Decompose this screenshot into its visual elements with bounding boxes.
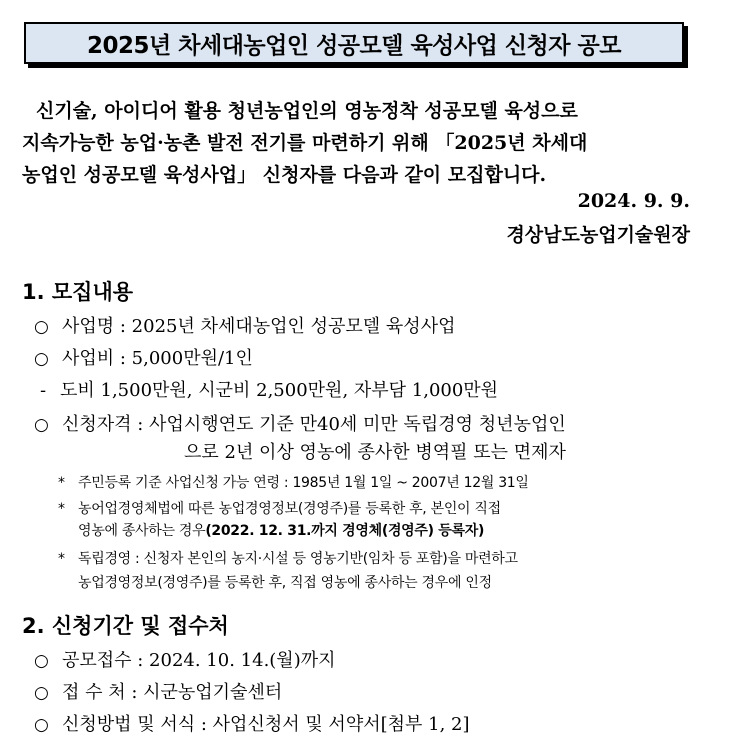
page-title: 2025년 차세대농업인 성공모델 육성사업 신청자 공모	[87, 32, 621, 59]
circle-bullet-icon: ○	[34, 317, 49, 337]
section-heading-recruitment: 1. 모집내용	[22, 280, 134, 304]
list-item-method	[34, 710, 470, 736]
note-age	[58, 472, 529, 492]
list-item-reception	[34, 678, 282, 704]
list-item-eligibility-continued: 으로 2년 이상 영농에 종사한 병역필 또는 면제자	[184, 442, 566, 463]
note-text: 주민등록 기준 사업신청 가능 연령 : 1985년 1월 1일 ~ 2007년 12월 31일	[78, 475, 529, 491]
section-heading-application: 2. 신청기간 및 접수처	[22, 614, 229, 638]
list-item-text: 공모접수 : 2024. 10. 14.(월)까지	[62, 650, 336, 671]
note-text: 영농에 종사하는 경우	[78, 523, 206, 539]
issuing-organization: 경상남도농업기술원장	[506, 224, 690, 246]
note-text: 독립경영 : 신청자 본인의 농지·시설 등 영농기반(임차 등 포함)을 마련하고	[78, 551, 518, 567]
list-item-deadline	[34, 646, 336, 672]
list-item-budget-breakdown	[40, 376, 498, 402]
list-item-text: 신청방법 및 서식 : 사업신청서 및 서약서[첨부 1, 2]	[62, 714, 470, 735]
note-registration-continued	[78, 520, 484, 540]
note-independent-farming-continued: 농업경영정보(경영주)를 등록한 후, 직접 영농에 종사하는 경우에 인정	[78, 575, 492, 591]
list-item-budget	[34, 344, 253, 370]
list-item-text: 사업명 : 2025년 차세대농업인 성공모델 육성사업	[62, 316, 456, 337]
note-text-bold: (2022. 12. 31.까지 경영체(경영주) 등록자)	[205, 523, 485, 539]
asterisk-icon: *	[58, 551, 65, 567]
notice-date: 2024. 9. 9.	[577, 190, 690, 212]
circle-bullet-icon: ○	[34, 651, 49, 671]
asterisk-icon: *	[58, 501, 65, 517]
title-box	[24, 22, 684, 64]
circle-bullet-icon: ○	[34, 715, 49, 735]
intro-line-3: 농업인 성공모델 육성사업」 신청자를 다음과 같이 모집합니다.	[22, 164, 547, 186]
list-item-project-name	[34, 312, 455, 338]
list-item-eligibility	[34, 410, 566, 436]
circle-bullet-icon: ○	[34, 349, 49, 369]
intro-line-1: 신기술, 아이디어 활용 청년농업인의 영농정착 성공모델 육성으로	[36, 100, 578, 122]
note-independent-farming	[58, 548, 518, 568]
note-text: 농어업경영체법에 따른 농업경영정보(경영주)를 등록한 후, 본인이 직접	[78, 501, 501, 517]
circle-bullet-icon: ○	[34, 683, 49, 703]
dash-bullet-icon: -	[40, 381, 47, 401]
note-registration	[58, 498, 501, 518]
intro-line-2: 지속가능한 농업·농촌 발전 전기를 마련하기 위해 「2025년 차세대	[22, 132, 588, 154]
title-banner	[24, 22, 688, 68]
list-item-text: 신청자격 : 사업시행연도 기준 만40세 미만 독립경영 청년농업인	[62, 414, 566, 435]
asterisk-icon: *	[58, 475, 65, 491]
list-item-text: 접 수 처 : 시군농업기술센터	[62, 682, 283, 703]
circle-bullet-icon: ○	[34, 415, 49, 435]
list-item-text: 도비 1,500만원, 시군비 2,500만원, 자부담 1,000만원	[60, 380, 499, 401]
list-item-text: 사업비 : 5,000만원/1인	[62, 348, 253, 369]
